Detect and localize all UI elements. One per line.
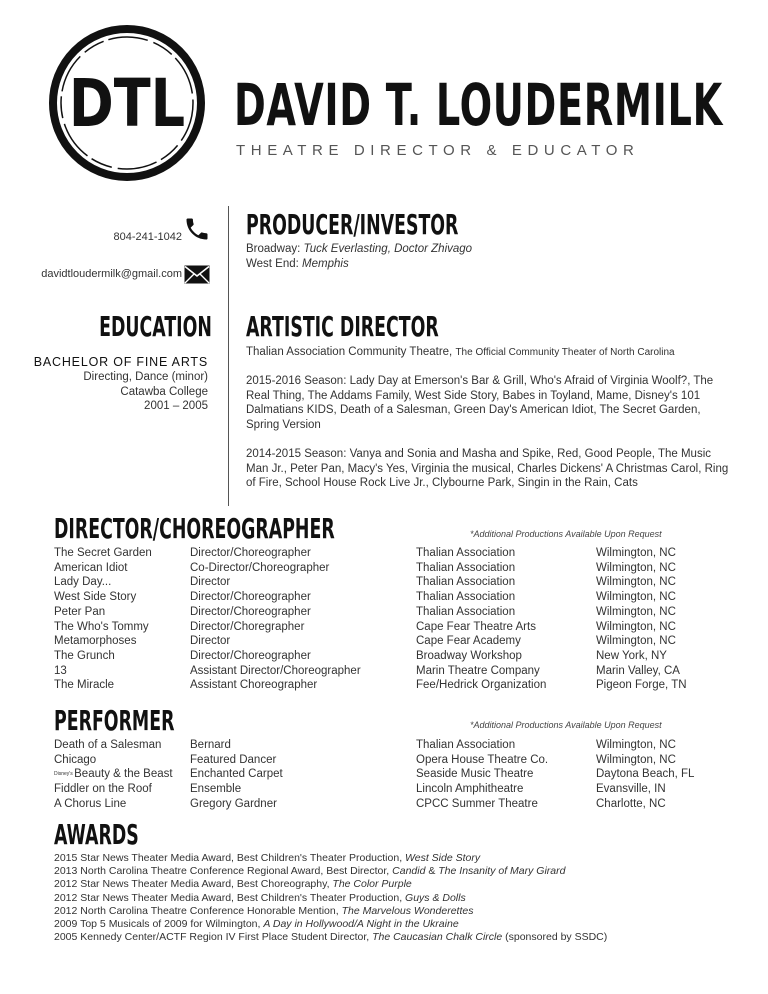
director-row bbox=[54, 605, 716, 620]
westend-titles: Memphis bbox=[302, 258, 349, 270]
director-location: Wilmington, NC bbox=[596, 591, 676, 604]
award-production: The Insanity of Mary Girard bbox=[438, 865, 566, 878]
producer-heading: PRODUCER/INVESTOR bbox=[246, 208, 459, 241]
performer-table bbox=[54, 738, 716, 812]
performer-role: Enchanted Carpet bbox=[190, 768, 283, 781]
degree-field: Directing, Dance (minor) bbox=[83, 371, 208, 383]
performer-role: Gregory Gardner bbox=[190, 797, 277, 810]
education-years: 2001 – 2005 bbox=[144, 400, 208, 413]
awards-heading: AWARDS bbox=[54, 818, 139, 851]
director-company: Cape Fear Theatre Arts bbox=[416, 620, 536, 633]
director-role: Director bbox=[190, 635, 231, 648]
award-production: The Marvelous Wonderettes bbox=[341, 904, 474, 917]
divider-line bbox=[228, 206, 229, 506]
broadway-titles: Tuck Everlasting, Doctor Zhivago bbox=[303, 243, 473, 255]
performer-location: Evansville, IN bbox=[596, 783, 666, 796]
performer-company: CPCC Summer Theatre bbox=[416, 797, 538, 810]
director-role: Director/Choreographer bbox=[190, 649, 311, 662]
director-company: Fee/Hedrick Organization bbox=[416, 679, 547, 692]
director-location: Wilmington, NC bbox=[596, 561, 676, 574]
artistic-org-note: The Official Community Theater of North Carolina bbox=[455, 347, 675, 358]
director-row bbox=[54, 561, 716, 576]
performer-show-title: $^{Disney's}$ Beauty & the Beast bbox=[54, 768, 173, 781]
producer-westend bbox=[246, 257, 349, 272]
director-row bbox=[54, 546, 716, 561]
director-show-title: Lady Day... bbox=[54, 576, 112, 589]
director-show-title: The Who's Tommy bbox=[54, 620, 149, 633]
performer-row bbox=[54, 782, 716, 797]
director-row bbox=[54, 620, 716, 635]
award-production: Guys & Dolls bbox=[405, 891, 466, 904]
director-heading: DIRECTOR/CHOREOGRAPHER bbox=[54, 512, 335, 545]
performer-show-title: Death of a Salesman bbox=[54, 739, 162, 751]
award-item: 2012 Star News Theater Media Award, Best Children's Theater Production, Guys & Dolls bbox=[54, 891, 466, 904]
phone-icon bbox=[183, 215, 211, 243]
director-company: Cape Fear Academy bbox=[416, 635, 521, 648]
award-production: A Day in Hollywood/A Night in the Ukraine bbox=[263, 918, 459, 931]
dtl-logo bbox=[46, 22, 208, 184]
director-role: Director/Choreographer bbox=[190, 591, 311, 604]
education-heading: EDUCATION bbox=[99, 310, 212, 343]
award-item: 2013 North Carolina Theatre Conference Regional Award, Best Director, Candid & The Insanity of Mary Girard bbox=[54, 865, 566, 878]
school: Catawba College bbox=[120, 385, 208, 398]
performer-row bbox=[54, 797, 716, 812]
performer-row bbox=[54, 738, 716, 753]
performer-row bbox=[54, 753, 716, 768]
director-show-title: American Idiot bbox=[54, 561, 128, 574]
director-location: Wilmington, NC bbox=[596, 576, 676, 589]
director-role: Co-Director/Choreographer bbox=[190, 561, 330, 574]
performer-role: Featured Dancer bbox=[190, 753, 277, 766]
director-row bbox=[54, 590, 716, 605]
award-item: 2012 Star News Theater Media Award, Best Choreography, The Color Purple bbox=[54, 878, 412, 891]
performer-show-title: A Chorus Line bbox=[54, 797, 127, 810]
award-item: 2012 North Carolina Theatre Conference Honorable Mention, The Marvelous Wonderettes bbox=[54, 904, 474, 917]
director-location: New York, NY bbox=[596, 649, 667, 662]
award-production: The Caucasian Chalk Circle bbox=[372, 931, 503, 944]
director-role: Director/Choregrapher bbox=[190, 620, 305, 633]
director-row bbox=[54, 649, 716, 664]
performer-show-title: Fiddler on the Roof bbox=[54, 783, 152, 796]
performer-location: Daytona Beach, FL bbox=[596, 768, 695, 781]
awards-list bbox=[54, 852, 754, 944]
director-role: Assistant Choreographer bbox=[190, 679, 318, 692]
performer-location: Wilmington, NC bbox=[596, 753, 676, 766]
westend-label: West End: bbox=[246, 258, 299, 270]
director-show-title: Peter Pan bbox=[54, 605, 106, 618]
director-row bbox=[54, 634, 716, 649]
director-location: Wilmington, NC bbox=[596, 620, 676, 633]
artistic-org-name: Thalian Association Community Theatre, bbox=[246, 346, 453, 358]
performer-role: Ensemble bbox=[190, 783, 242, 796]
performer-company: Seaside Music Theatre bbox=[416, 768, 534, 781]
degree: BACHELOR OF FINE ARTS bbox=[33, 355, 208, 369]
award-production: The Color Purple bbox=[332, 878, 412, 891]
performer-show-title: Chicago bbox=[54, 753, 97, 766]
director-row bbox=[54, 678, 716, 693]
director-company: Thalian Association bbox=[416, 576, 516, 589]
performer-row bbox=[54, 767, 716, 782]
email-address[interactable]: davidtloudermilk@gmail.com bbox=[41, 268, 182, 280]
education-block bbox=[8, 354, 208, 414]
award-production: Candid bbox=[392, 865, 426, 878]
director-show-title: The Grunch bbox=[54, 649, 115, 662]
performer-location: Charlotte, NC bbox=[596, 797, 666, 810]
director-table bbox=[54, 546, 716, 693]
director-row bbox=[54, 575, 716, 590]
director-company: Thalian Association bbox=[416, 561, 516, 574]
director-company: Marin Theatre Company bbox=[416, 664, 540, 677]
director-location: Wilmington, NC bbox=[596, 635, 676, 648]
director-location: Wilmington, NC bbox=[596, 547, 676, 559]
director-company: Thalian Association bbox=[416, 591, 516, 604]
performer-note: *Additional Productions Available Upon Request bbox=[470, 720, 662, 730]
artistic-org bbox=[246, 345, 746, 361]
director-company: Broadway Workshop bbox=[416, 649, 522, 662]
mail-icon bbox=[184, 265, 210, 284]
award-item: 2005 Kennedy Center/ACTF Region IV First Place Student Director, The Caucasian Chalk Circle (sponsored by SSDC) bbox=[54, 931, 608, 944]
performer-heading: PERFORMER bbox=[54, 704, 175, 737]
artistic-season-2015: 2015-2016 Season: Lady Day at Emerson's Bar & Grill, Who's Afraid of Virginia Woolf?, The Real Thing, The Addams Family, West Side Story, Babes in Toyland, Mame, Disney's 101 Dalmatians KIDS, Death of a Salesman, Green Day's American Idiot, The Secret Garden, Spring Version bbox=[246, 375, 714, 431]
director-role: Director/Choreographer bbox=[190, 547, 311, 559]
candidate-title: THEATRE DIRECTOR & EDUCATOR bbox=[236, 142, 640, 159]
director-row bbox=[54, 664, 716, 679]
performer-role: Bernard bbox=[190, 739, 231, 751]
director-role: Director/Choreographer bbox=[190, 605, 311, 618]
phone-number: 804-241-1042 bbox=[113, 231, 182, 243]
broadway-label: Broadway: bbox=[246, 243, 301, 255]
director-location: Marin Valley, CA bbox=[596, 664, 680, 677]
disney-prefix: Disney's bbox=[54, 771, 75, 778]
director-show-title: West Side Story bbox=[54, 591, 137, 604]
director-note: *Additional Productions Available Upon Request bbox=[470, 529, 662, 539]
performer-company: Lincoln Amphitheatre bbox=[416, 783, 524, 796]
director-location: Wilmington, NC bbox=[596, 605, 676, 618]
award-item: 2015 Star News Theater Media Award, Best Children's Theater Production, West Side Story bbox=[54, 852, 481, 864]
director-show-title: The Miracle bbox=[54, 679, 115, 692]
performer-location: Wilmington, NC bbox=[596, 739, 676, 751]
director-location: Pigeon Forge, TN bbox=[596, 679, 687, 692]
award-item: 2009 Top 5 Musicals of 2009 for Wilmington, A Day in Hollywood/A Night in the Ukraine bbox=[54, 918, 459, 931]
artistic-season-2014: 2014-2015 Season: Vanya and Sonia and Masha and Spike, Red, Good People, The Music Man Jr., Peter Pan, Macy's Yes, Virginia the musical, Charles Dickens' A Christmas Carol, Ring of Fire, School House Rock Live Jr., Clybourne Park, Singin in the Rain, Cats bbox=[246, 448, 729, 490]
director-role: Assistant Director/Choreographer bbox=[190, 664, 361, 677]
producer-broadway bbox=[246, 242, 472, 257]
candidate-name: DAVID T. LOUDERMILK bbox=[234, 71, 723, 139]
performer-company: Opera House Theatre Co. bbox=[416, 753, 549, 766]
director-show-title: The Secret Garden bbox=[54, 547, 152, 559]
performer-company: Thalian Association bbox=[416, 739, 516, 751]
logo-text: DTL bbox=[68, 65, 186, 143]
award-production: West Side Story bbox=[405, 852, 481, 864]
director-show-title: 13 bbox=[54, 664, 67, 677]
director-company: Thalian Association bbox=[416, 605, 516, 618]
director-role: Director bbox=[190, 576, 231, 589]
artistic-heading: ARTISTIC DIRECTOR bbox=[246, 310, 439, 343]
director-company: Thalian Association bbox=[416, 547, 516, 559]
director-show-title: Metamorphoses bbox=[54, 635, 137, 648]
